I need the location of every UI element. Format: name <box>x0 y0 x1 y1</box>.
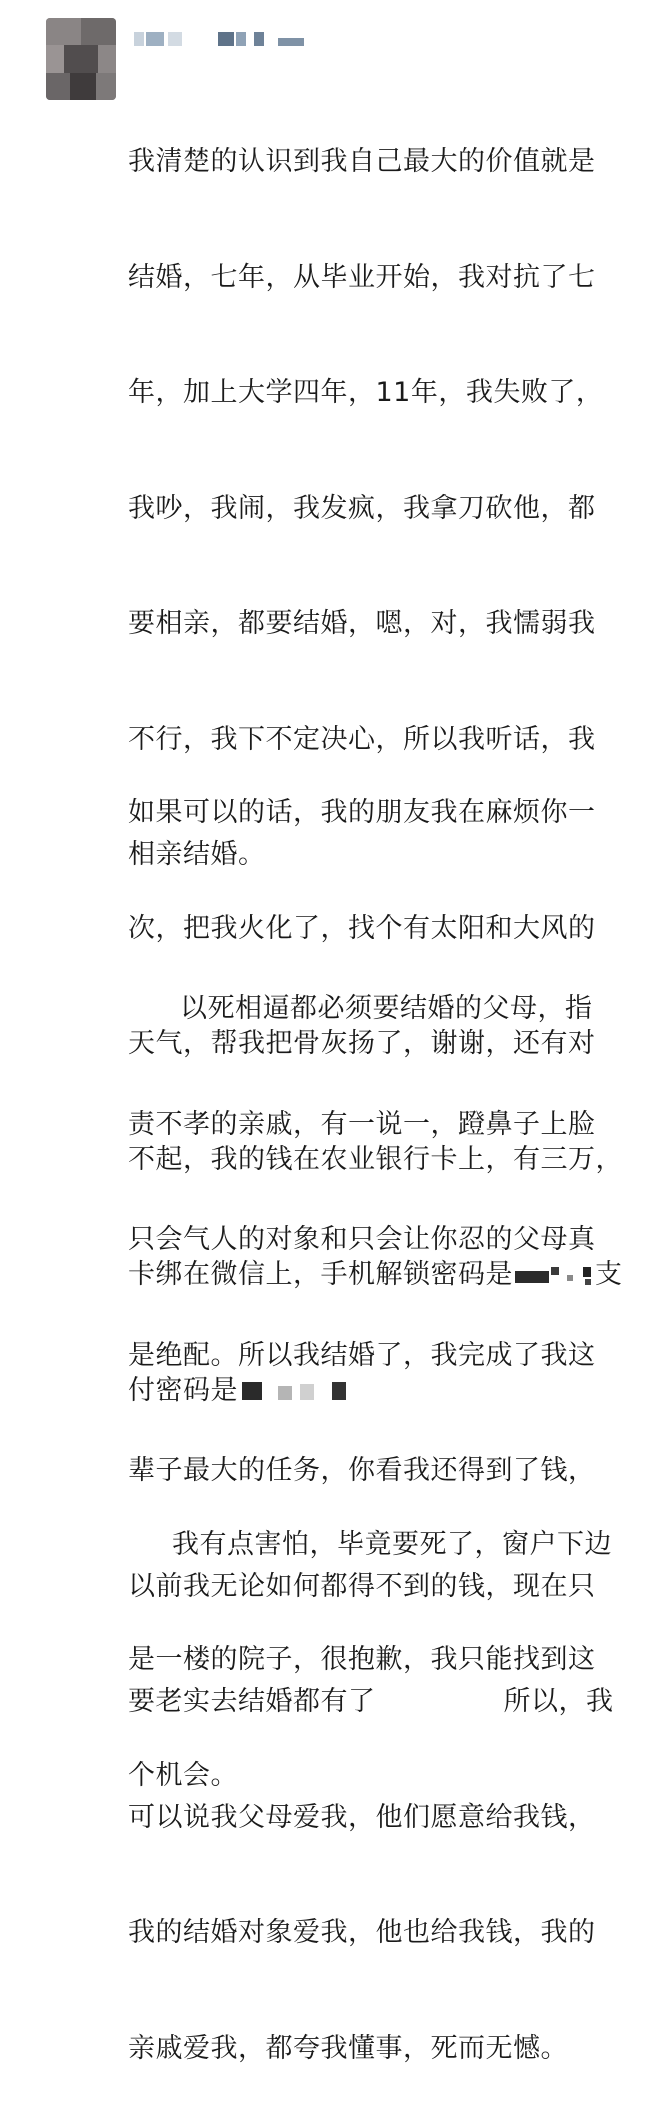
post-line: 不行，我下不定决心，所以我听话，我 <box>128 723 596 755</box>
post-line: 天气，帮我把骨灰扬了，谢谢，还有对 <box>128 1028 596 1059</box>
post-line: 结婚，七年，从毕业开始，我对抗了七 <box>128 261 596 293</box>
post-line: 我清楚的认识到我自己最大的价值就是 <box>128 146 596 177</box>
author-name-blurred[interactable] <box>132 28 332 50</box>
unlock-code-redacted-icon <box>513 1265 595 1287</box>
post-line: 我的结婚对象爱我，他也给我钱，我的 <box>128 1917 596 1948</box>
post-line: 年，加上大学四年，11年，我失败了， <box>128 377 604 408</box>
post-line: 辈子最大的任务，你看我还得到了钱， <box>128 1455 596 1486</box>
post-line: 个机会。 <box>128 1759 238 1791</box>
post-body-lower <box>128 717 648 1834</box>
post-line: 以前我无论如何都得不到的钱，现在只 <box>128 1570 596 1602</box>
post-line: 可以说我父母爱我，他们愿意给我钱， <box>128 1801 596 1833</box>
post-line-with-redaction <box>128 1256 648 1295</box>
post-line: 是一楼的院子，很抱歉，我只能找到这 <box>128 1644 596 1675</box>
post-line: 亲戚爱我，都夸我懂事，死而无憾。 <box>128 2032 568 2064</box>
post-line: 不起，我的钱在农业银行卡上，有三万， <box>128 1143 623 1175</box>
post-line: 只会气人的对象和只会让你忍的父母真 <box>128 1224 596 1255</box>
post-line-text: 以死相逼都必须要结婚的父母，指 <box>180 993 593 1024</box>
post-line: 次，把我火化了，找个有太阳和大风的 <box>128 912 596 944</box>
post-line-text: 要老实去结婚都有了 <box>128 1686 376 1717</box>
post-line-indented <box>128 1526 648 1565</box>
post-line: 是绝配。所以我结婚了，我完成了我这 <box>128 1339 596 1371</box>
post-line-text: 付密码是 <box>128 1374 238 1406</box>
post-line: 责不孝的亲戚，有一说一，蹬鼻子上脸 <box>128 1108 596 1140</box>
post-line: 我吵，我闹，我发疯，我拿刀砍他，都 <box>128 492 596 524</box>
post-line-text: 所以，我 <box>503 1686 614 1717</box>
post-line-text: 卡绑在微信上，手机解锁密码是 <box>128 1259 513 1290</box>
post-line-text: 支 <box>595 1259 623 1290</box>
post-line-with-redaction <box>128 1372 648 1411</box>
post-line: 要相亲，都要结婚，嗯，对，我懦弱我 <box>128 608 596 639</box>
payment-code-redacted-icon <box>238 1380 358 1402</box>
post-line-text: 我有点害怕，毕竟要死了，窗户下边 <box>172 1528 612 1560</box>
author-avatar[interactable] <box>46 18 116 100</box>
post-line: 如果可以的话，我的朋友我在麻烦你一 <box>128 797 596 828</box>
post-line: 相亲结婚。 <box>128 839 266 870</box>
